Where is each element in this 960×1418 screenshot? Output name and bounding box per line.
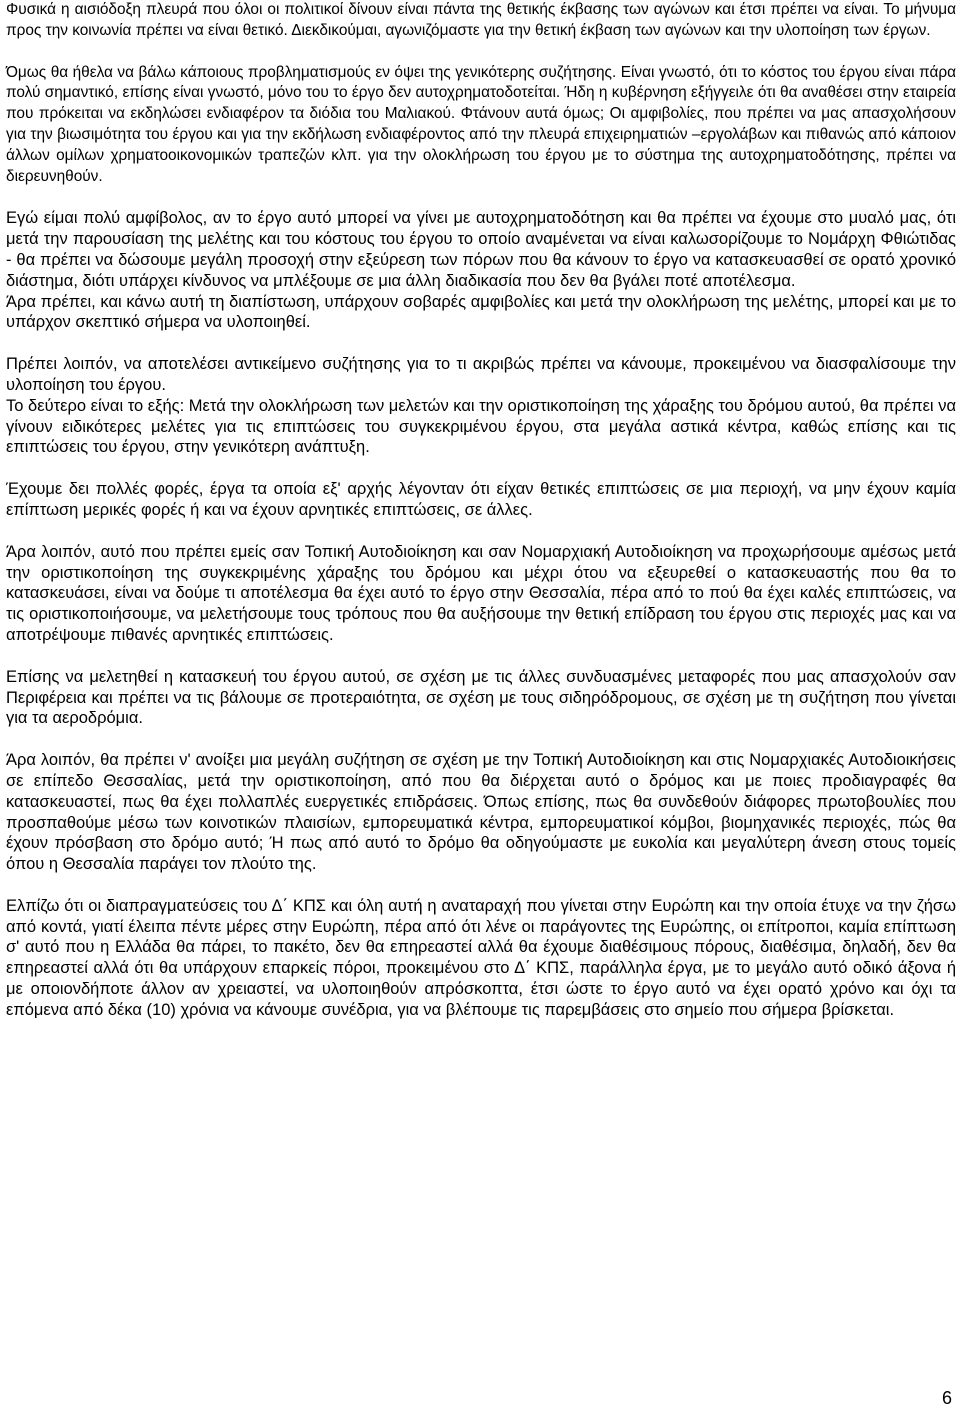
paragraph-2: Όμως θα ήθελα να βάλω κάποιους προβληματισμούς εν όψει της γενικότερης συζήτησης. Είναι γνωστό, ότι το κόστος του έργου είναι πάρα πολύ σημαντικό, επίσης είναι γνωστό, μόνο του το έργο δεν αυτοχρηματοδοτείται. Ήδη η κυβέρνηση εξήγγειλε ότι θα αναθέσει στην εταιρεία που πρόκειται να εκδηλώσει ενδιαφέρον τα διόδια του Μαλιακού. Φτάνουν αυτά όμως; Οι αμφιβολίες, που πρέπει να μας απασχολήσουν για την βιωσιμότητα του έργου και για την εκδήλωση ενδιαφέροντος από την πλευρά επιχειρηματιών –εργολάβων και πιθανώς από κάποιον άλλων ομίλων χρηματοοικονομικών τραπεζών κλπ. για την ολοκλήρωση του έργου με το σύστημα της αυτοχρηματοδότησης, πρέπει να διερευνηθούν. bbox=[6, 63, 956, 185]
paragraph-11-part-1: Ελπίζω ότι οι διαπραγματεύσεις του Δ΄ ΚΠΣ και όλη αυτή η αναταραχή που γίνεται στην Ευρώπη και την οποία έτυχε να την ζήσω από κοντά, γιατί έλειπα πέντε μέρες στην Ευρώπη, πέρα από ότι λένε οι παράγοντες της Ευρώπης, οι επίτροποι, καμία επίπτωση σ' αυτό που η Ελλάδα θα πάρει, το πακέτο, δεν θα επηρεαστεί αλλά θα έχουμε διαθέσιμους πόρους, bbox=[6, 896, 956, 957]
paragraph-1: Φυσικά η αισιόδοξη πλευρά που όλοι οι πολιτικοί δίνουν είναι πάντα της θετικής έκβασης των αγώνων και έτσι πρέπει να είναι. Το μήνυμα προς την κοινωνία πρέπει να είναι θετικό. Διεκδικούμαι, αγωνιζόμαστε για την θετική έκβαση των αγώνων και την υλοποίηση των έργων. bbox=[6, 1, 956, 39]
paragraph-4: Άρα πρέπει, και κάνω αυτή τη διαπίστωση, υπάρχουν σοβαρές αμφιβολίες και μετά την ολοκλήρωση της μελέτης, μπορεί και με το υπάρχον σκεπτικό σήμερα να υλοποιηθεί. bbox=[6, 292, 956, 332]
paragraph-7: Έχουμε δει πολλές φορές, έργα τα οποία εξ' αρχής λέγονταν ότι είχαν θετικές επιπτώσεις σε μια περιοχή, να μην έχουν καμία επίπτωση μερικές φορές ή και να έχουν αρνητικές επιπτώσεις, σε άλλες. bbox=[6, 480, 956, 519]
paragraph-11-part-2: διαθέσιμα, δηλαδή, δεν θα επηρεαστεί αλλά ότι θα υπάρχουν επαρκείς πόροι, προκειμένου στο Δ΄ ΚΠΣ, παράλληλα έργα, με το μεγάλο αυτό οδικό άξονα ή με οποιονδήποτε άλλον αν χρειαστεί, να υλοποιηθούν απρόσκοπτα, έτσι ώστε το έργο αυτό να έχει ορατό χρόνο και όχι τα επόμενα από δέκα (10) χρόνια να κάνουμε συνέδρια, για να βλέπουμε τις παρεμβάσεις στο σημείο που σήμερα βρίσκεται. bbox=[6, 938, 956, 1019]
paragraph-9: Επίσης να μελετηθεί η κατασκευή του έργου αυτού, σε σχέση με τις άλλες συνδυασμένες μεταφορές που μας απασχολούν σαν Περιφέρεια και πρέπει να τις βάλουμε σε προτεραιότητα, σε σχέση με τους σιδηρόδρομους, σε σχέση με τη συζήτηση που γίνεται για τα αεροδρόμια. bbox=[6, 667, 956, 728]
paragraph-8: Άρα λοιπόν, αυτό που πρέπει εμείς σαν Τοπική Αυτοδιοίκηση και σαν Νομαρχιακή Αυτοδιοίκηση να προχωρήσουμε αμέσως μετά την οριστικοποίηση της συγκεκριμένης χάραξης του δρόμου και μέχρι ότου να εξευρεθεί ο κατασκευαστής που θα το κατασκευάσει, είναι να δούμε τι αποτέλεσμα θα έχει αυτό το έργο στην Θεσσαλία, πέρα από το πού θα έχει καλές επιπτώσεις, να τις οριστικοποιήσουμε, να μελετήσουμε τους τρόπους που θα αυξήσουμε την θετική επίδραση του έργου στις περιοχές μας και να αποτρέψουμε πιθανές αρνητικές επιπτώσεις. bbox=[6, 542, 956, 644]
paragraph-3: Εγώ είμαι πολύ αμφίβολος, αν το έργο αυτό μπορεί να γίνει με αυτοχρηματοδότηση και θα πρέπει να έχουμε στο μυαλό μας, ότι μετά την παρουσίαση της μελέτης και του κόστους του έργου το οποίο αναμένεται να είναι καλωσορίζουμε το Νομάρχη Φθιώτιδας - θα πρέπει να δώσουμε μεγάλη προσοχή στην εξεύρεση των πόρων που θα κάνουν το έργο να κατασκευασθεί σε ορατό χρονικό διάστημα, διότι υπάρχει κίνδυνος να μπλέξουμε σε μια άλλη διαδικασία που δεν θα βγάλει ποτέ αποτέλεσμα. bbox=[6, 209, 956, 290]
paragraph-5: Πρέπει λοιπόν, να αποτελέσει αντικείμενο συζήτησης για το τι ακριβώς πρέπει να κάνουμε, προκειμένου να διασφαλίσουμε την υλοποίηση του έργου. bbox=[6, 355, 956, 394]
paragraph-10: Άρα λοιπόν, θα πρέπει ν' ανοίξει μια μεγάλη συζήτηση σε σχέση με την Τοπική Αυτοδιοίκηση και στις Νομαρχιακές Αυτοδιοικήσεις σε επίπεδο Θεσσαλίας, μετά την οριστικοποίηση, από που θα διέρχεται αυτό ο δρόμος και με ποιες προδιαγραφές θα κατασκευαστεί, πως θα έχει πολλαπλές ευεργετικές επιδράσεις. Όπως επίσης, πως θα συνδεθούν διάφορες πρωτοβουλίες που προσπαθούμε μέσω των κοινοτικών πλαισίων, εμπορευματικά κέντρα, εμπορευματικοί κόμβοι, βιομηχανικές περιοχές, πώς θα έχουν πρόσβαση στο δρόμο αυτό; Ή πως από αυτό το δρόμο θα οδηγούμαστε με ευκολία και μεγαλύτερη άνεση στους τομείς όπου η Θεσσαλία παράγει τον πλούτο της. bbox=[6, 751, 956, 874]
paragraph-6: Το δεύτερο είναι το εξής: Μετά την ολοκλήρωση των μελετών και την οριστικοποίηση της χάραξης του δρόμου αυτού, θα πρέπει να γίνουν ειδικότερες μελέτες για τις επιπτώσεις του συγκεκριμένου έργου, στα μεγάλα αστικά κέντρα, καθώς επίσης και τις επιπτώσεις του έργου, στην γενικότερη ανάπτυξη. bbox=[6, 396, 956, 457]
paragraph-11 bbox=[6, 896, 956, 1021]
page-number: 6 bbox=[941, 1388, 952, 1408]
document-page bbox=[6, 0, 956, 1021]
